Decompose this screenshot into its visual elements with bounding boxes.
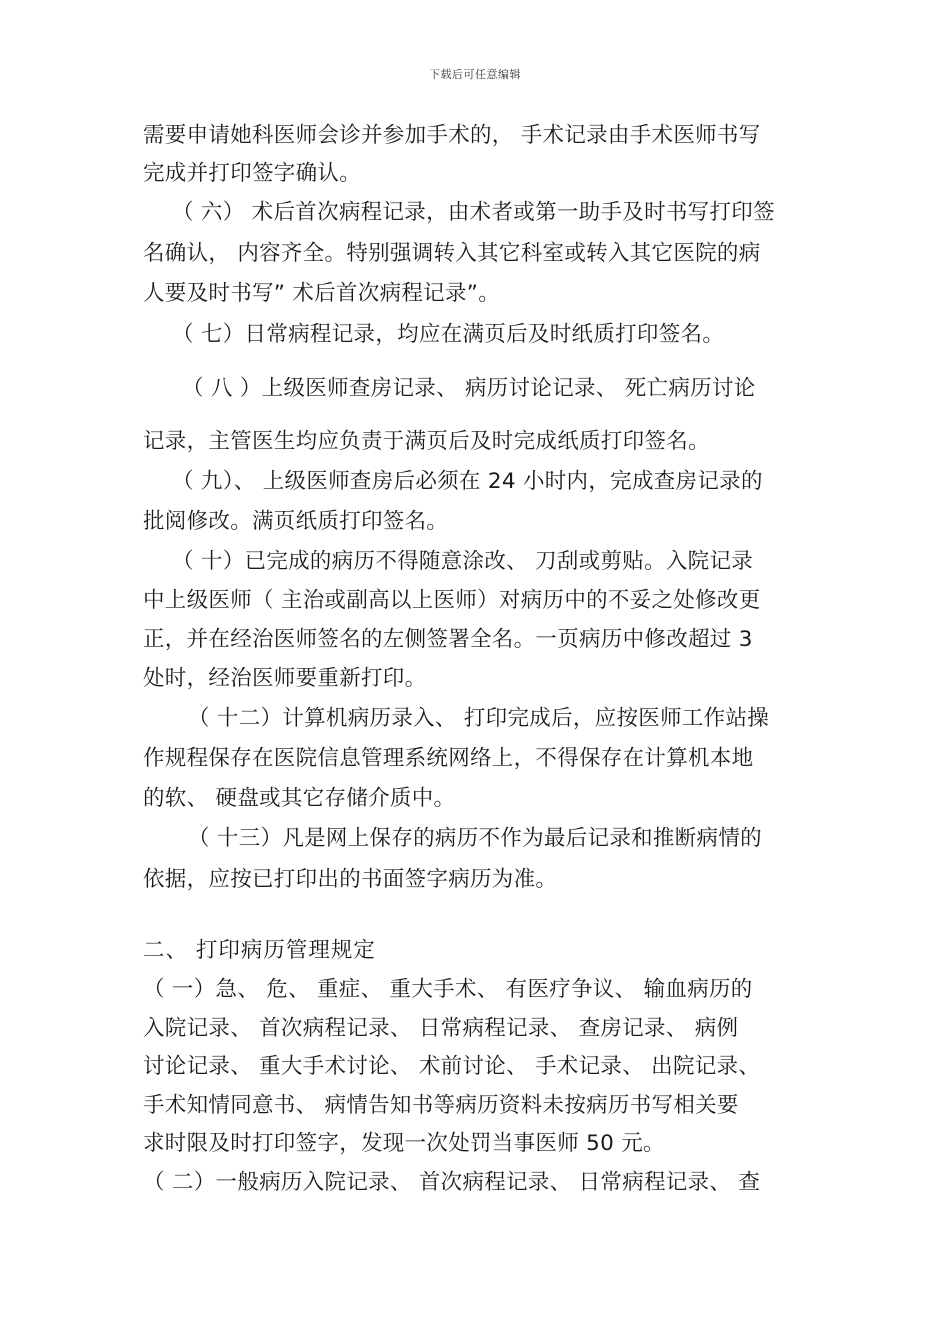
text-line: （ 一）急、 危、 重症、 重大手术、 有医疗争议、 输血病历的 xyxy=(143,977,753,1002)
text-line: 讨论记录、 重大手术讨论、 术前讨论、 手术记录、 出院记录、 xyxy=(143,1054,761,1079)
text-line: 手术知情同意书、 病情告知书等病历资料未按病历书写相关要 xyxy=(143,1093,739,1118)
text-line: （ 七）日常病程记录，均应在满页后及时纸质打印签名。 xyxy=(172,322,725,347)
text-line: 名确认， 内容齐全。特别强调转入其它科室或转入其它医院的病 xyxy=(143,241,761,266)
text-line: （ 六） 术后首次病程记录，由术者或第一助手及时书写打印签 xyxy=(172,200,775,225)
text-line: 处时，经治医师要重新打印。 xyxy=(143,666,427,691)
text-line: （ 十）已完成的病历不得随意涂改、 刀刮或剪贴。入院记录 xyxy=(172,549,754,574)
text-line: （ 九）、 上级医师查房后必须在 24 小时内，完成查房记录的 xyxy=(172,469,763,494)
text-line: 需要申请她科医师会诊并参加手术的， 手术记录由手术医师书写 xyxy=(143,123,761,148)
text-line: 依据，应按已打印出的书面签字病历为准。 xyxy=(143,867,558,892)
text-line: 的软、 硬盘或其它存储介质中。 xyxy=(143,786,456,811)
text-line: （ 十二）计算机病历录入、 打印完成后，应按医师工作站操 xyxy=(188,706,770,731)
text-line: 中上级医师（ 主治或副高以上医师）对病历中的不妥之处修改更 xyxy=(143,588,761,613)
text-line: （ 八 ）上级医师查房记录、 病历讨论记录、 死亡病历讨论 xyxy=(182,376,756,401)
text-line: 入院记录、 首次病程记录、 日常病程记录、 查房记录、 病例 xyxy=(143,1016,739,1041)
section-heading: 二、 打印病历管理规定 xyxy=(143,938,376,963)
page-header: 下载后可任意编辑 xyxy=(429,68,521,81)
text-line: 完成并打印签字确认。 xyxy=(143,161,362,186)
text-line: 批阅修改。满页纸质打印签名。 xyxy=(143,509,449,534)
text-line: 记录，主管医生均应负责于满页后及时完成纸质打印签名。 xyxy=(143,429,710,454)
text-line: （ 十三）凡是网上保存的病历不作为最后记录和推断病情的 xyxy=(188,826,762,851)
text-line: （ 二）一般病历入院记录、 首次病程记录、 日常病程记录、 查 xyxy=(143,1170,761,1195)
text-line: 作规程保存在医院信息管理系统网络上，不得保存在计算机本地 xyxy=(143,746,754,771)
text-line: 正，并在经治医师签名的左侧签署全名。一页病历中修改超过 3 xyxy=(143,627,753,652)
text-line: 人要及时书写” 术后首次病程记录”。 xyxy=(143,281,501,306)
text-line: 求时限及时打印签字，发现一次处罚当事医师 50 元。 xyxy=(143,1131,665,1156)
